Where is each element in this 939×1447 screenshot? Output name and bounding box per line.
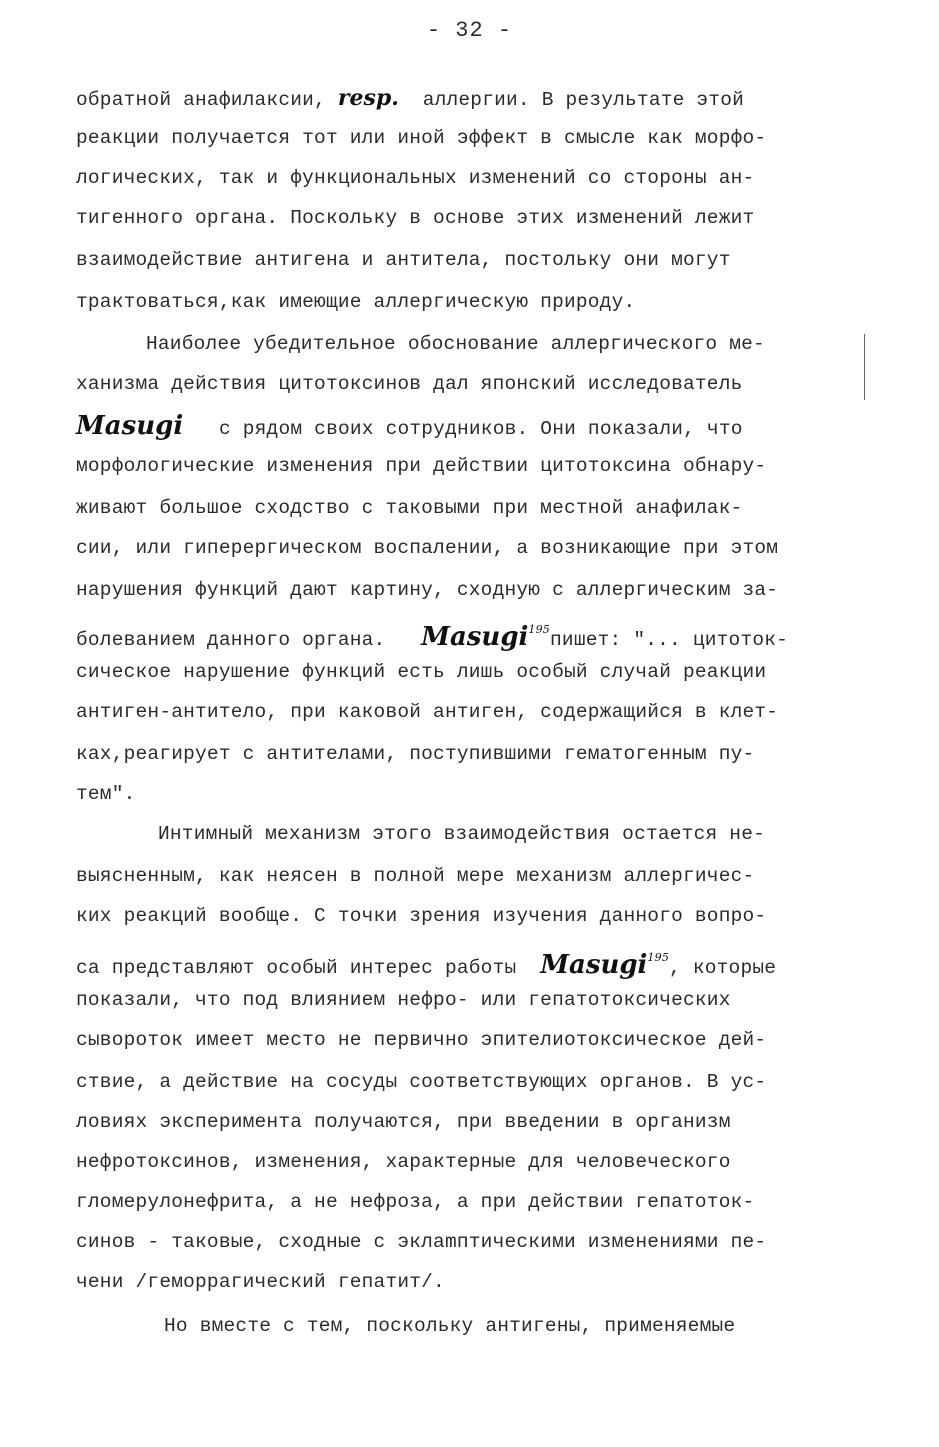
- handwritten-author-name: Masugi: [76, 411, 184, 441]
- text-line: сии, или гиперергическом воспалении, а возникающие при этом: [76, 537, 779, 559]
- text-line: трактоваться,как имеющие аллергическую природу.: [76, 291, 636, 313]
- text-line: [76, 406, 743, 446]
- text-line: сическое нарушение функций есть лишь особый случай реакции: [76, 661, 767, 683]
- margin-line: [864, 334, 865, 400]
- text-line: Но вместе с тем, поскольку антигены, применяемые: [164, 1315, 736, 1337]
- text-segment: с рядом своих сотрудников. Они показали, что: [218, 418, 743, 440]
- handwritten-resp: resp.: [337, 85, 399, 111]
- text-line: тигенного органа. Поскольку в основе этих изменений лежит: [76, 207, 755, 229]
- text-segment: аллергии. В результате этой: [422, 89, 745, 111]
- text-segment: са представляют особый интерес работы: [76, 957, 517, 979]
- text-line: тем".: [76, 783, 136, 805]
- text-line: логических, так и функциональных изменений со стороны ан-: [76, 167, 755, 189]
- text-line: ловиях эксперимента получаются, при введении в организм: [76, 1111, 731, 1133]
- text-line: [76, 78, 744, 118]
- text-line: Интимный механизм этого взаимодействия остается не-: [158, 823, 765, 845]
- text-line: реакции получается тот или иной эффект в смысле как морфо-: [76, 127, 767, 149]
- text-segment: обратной анафилаксии,: [76, 89, 326, 111]
- handwritten-author-name: Masugi: [540, 950, 648, 980]
- text-line: морфологические изменения при действии цитотоксина обнару-: [76, 455, 767, 477]
- text-line: нефротоксинов, изменения, характерные для человеческого: [76, 1151, 731, 1173]
- text-line: выясненным, как неясен в полной мере механизм аллергичес-: [76, 865, 755, 887]
- page-number: - 32 -: [426, 18, 513, 43]
- text-segment: болеванием данного органа.: [76, 629, 386, 651]
- text-line: ких реакций вообще. С точки зрения изучения данного вопро-: [76, 905, 767, 927]
- text-line: ках,реагирует с антителами, поступившими гематогенным пу-: [76, 743, 755, 765]
- text-line: [76, 610, 788, 650]
- text-line: синов - таковые, сходные с эклamптическими изменениями пе-: [76, 1231, 767, 1253]
- text-line: [76, 938, 776, 978]
- text-line: сывороток имеет место не первично эпителиотоксическое дей-: [76, 1029, 767, 1051]
- text-line: ствие, а действие на сосуды соответствующих органов. В ус-: [76, 1071, 767, 1093]
- text-line: Наиболее убедительное обоснование аллергического ме-: [146, 333, 765, 355]
- text-line: чени /геморрагический гепатит/.: [76, 1271, 445, 1293]
- text-segment: пишет: "... цитоток-: [550, 629, 789, 651]
- text-line: ханизма действия цитотоксинов дал японский исследователь: [76, 373, 743, 395]
- footnote-reference: 195: [647, 951, 670, 964]
- text-line: нарушения функций дают картину, сходную с аллергическим за-: [76, 579, 779, 601]
- text-line: живают большое сходство с таковыми при местной анафилак-: [76, 497, 743, 519]
- text-line: гломерулонефрита, а не нефроза, а при действии гепатоток-: [76, 1191, 755, 1213]
- text-line: взаимодействие антигена и антитела, постольку они могут: [76, 249, 731, 271]
- text-segment: , которые: [669, 957, 777, 979]
- text-line: показали, что под влиянием нефро- или гепатотоксических: [76, 989, 731, 1011]
- handwritten-author-name: Masugi: [421, 622, 529, 652]
- footnote-reference: 195: [528, 623, 551, 636]
- text-line: антиген-антитело, при каковой антиген, содержащийся в клет-: [76, 701, 779, 723]
